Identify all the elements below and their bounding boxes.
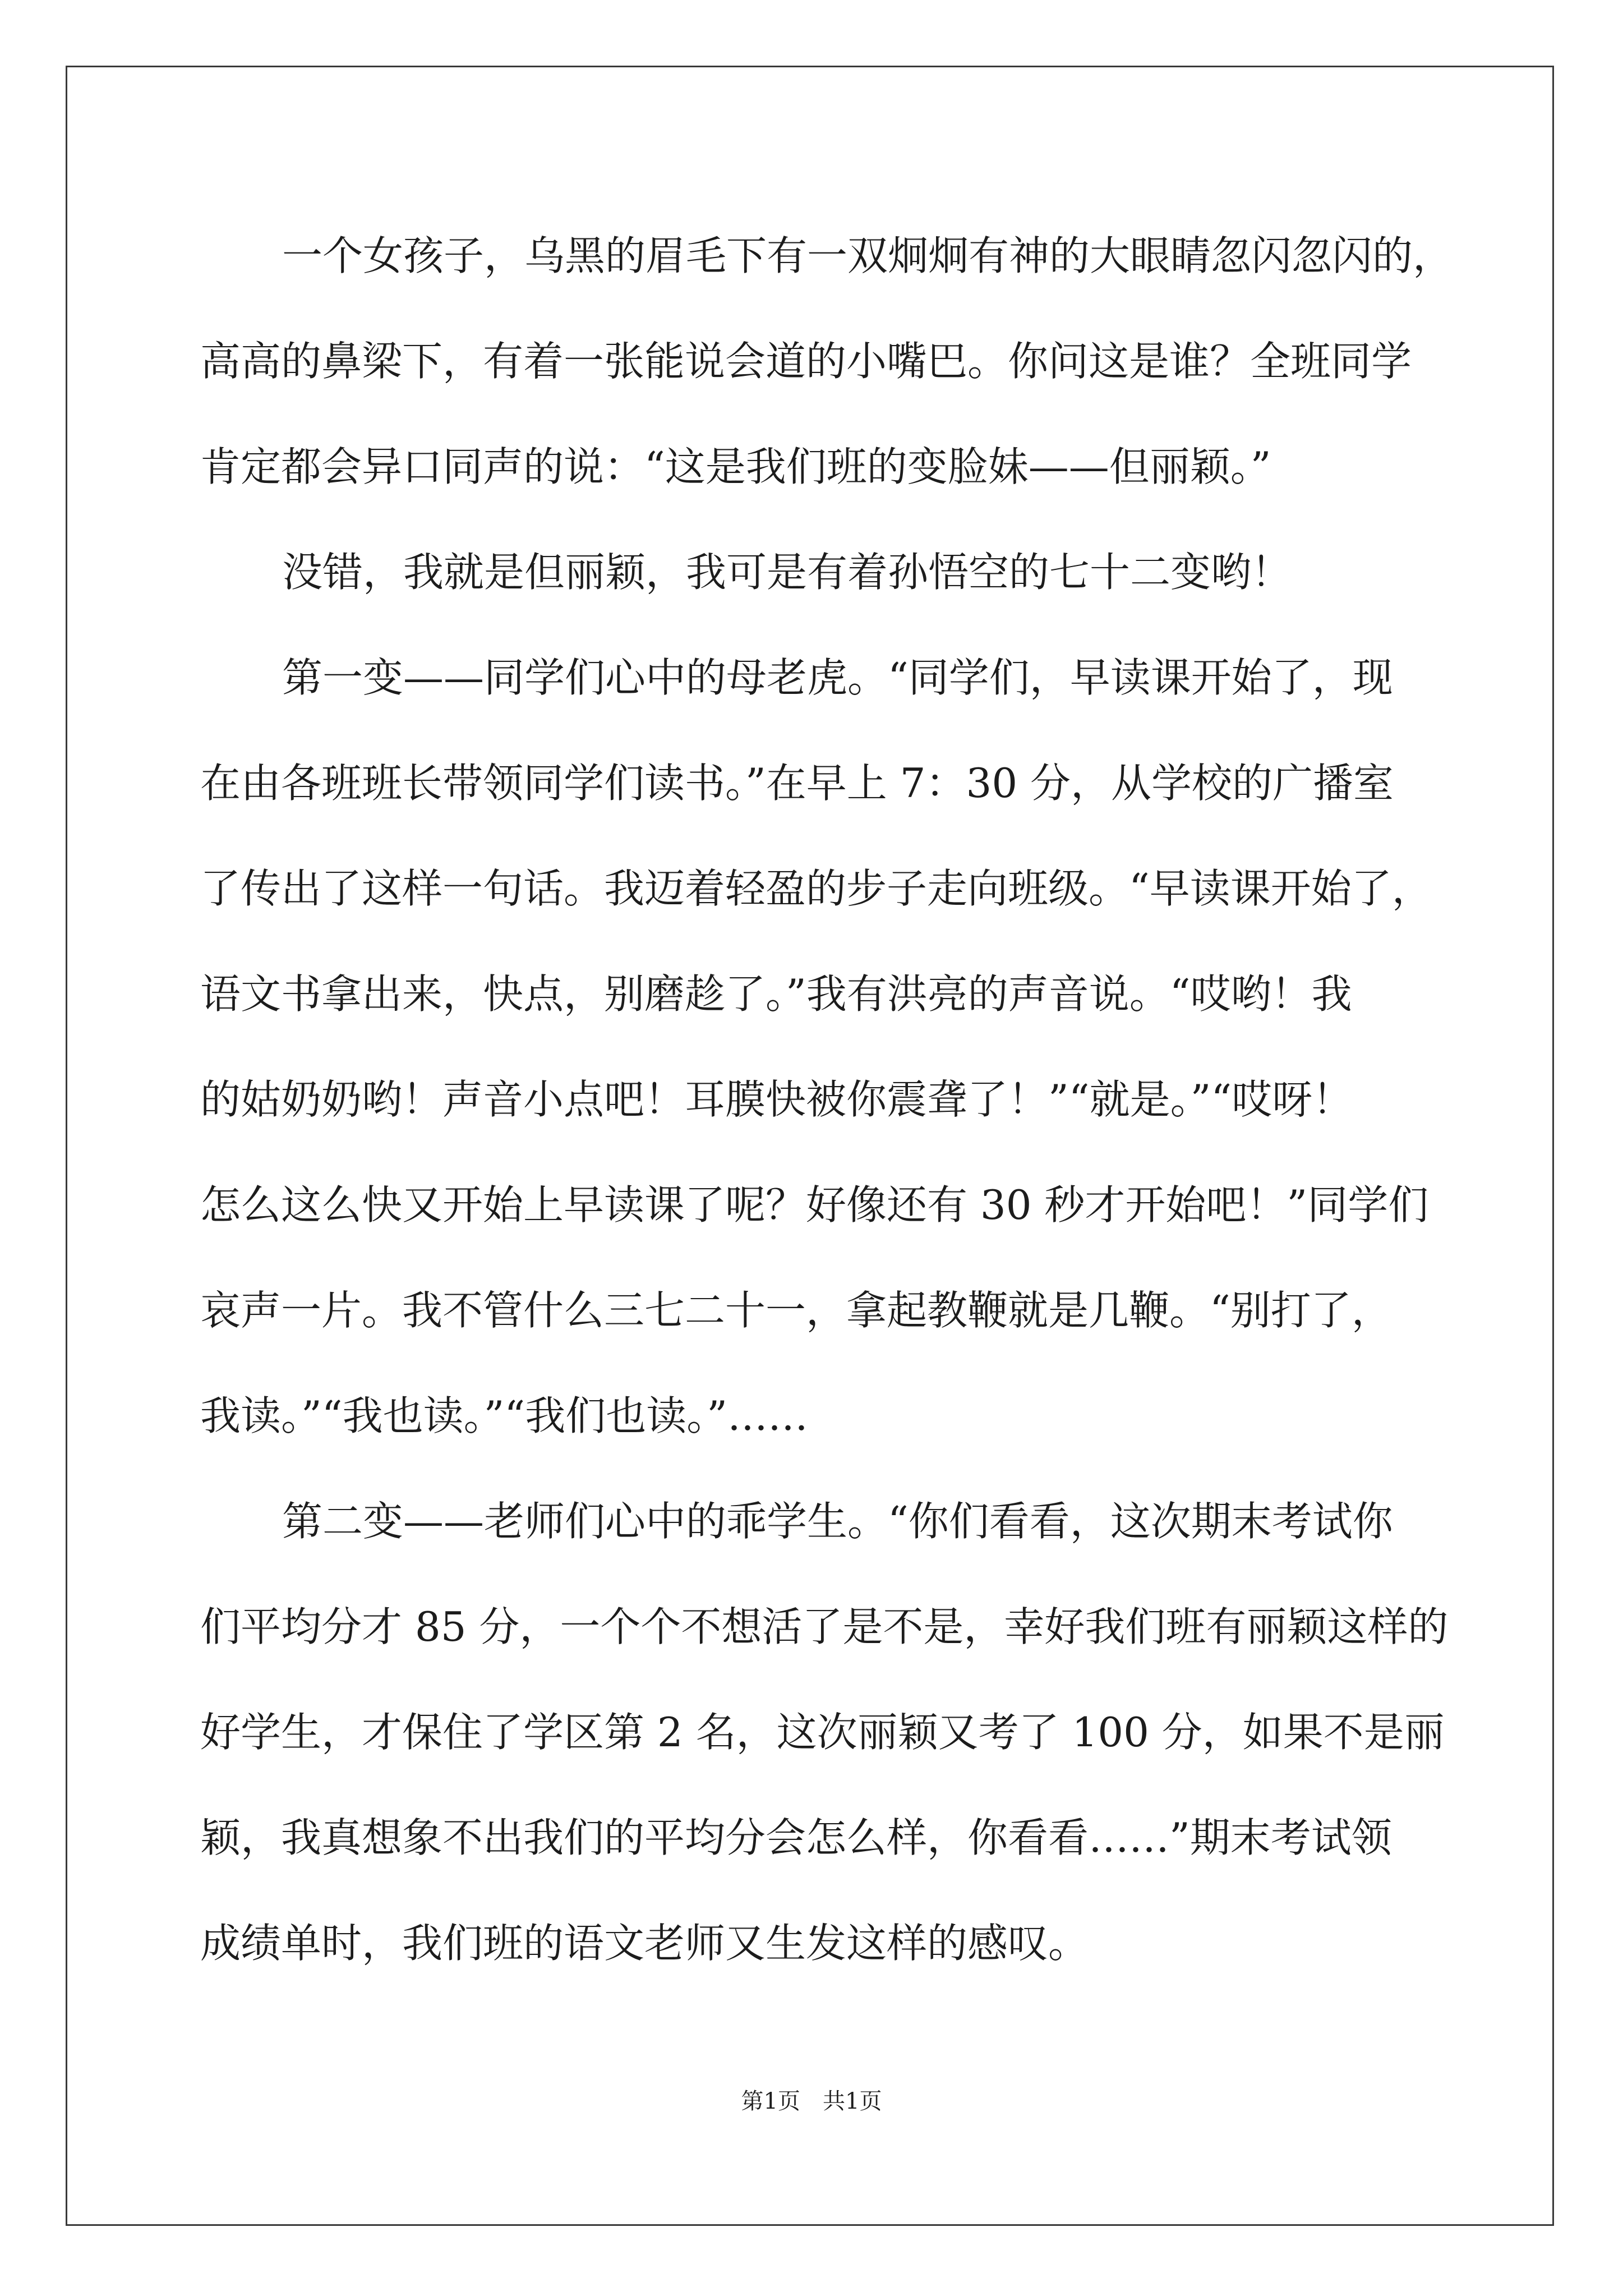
- text-line: 高高的鼻梁下，有着一张能说会道的小嘴巴。你问这是谁？全班同学: [200, 338, 1412, 385]
- text-line: 了传出了这样一句话。我迈着轻盈的步子走向班级。“早读课开始了，: [200, 865, 1432, 912]
- paragraph-4: [200, 1469, 1524, 1996]
- text-line: 一个女孩子，乌黑的眉毛下有一双炯炯有神的大眼睛忽闪忽闪的，: [282, 232, 1454, 279]
- text-line: 没错，我就是但丽颖，我可是有着孙悟空的七十二变哟！: [282, 549, 1292, 596]
- text-line: 们平均分才 85 分，一个个不想活了是不是，幸好我们班有丽颖这样的: [200, 1603, 1449, 1650]
- paragraph-1: [200, 203, 1524, 519]
- paragraph-3: [200, 625, 1524, 1469]
- text-line: 好学生，才保住了学区第 2 名，这次丽颖又考了 100 分，如果不是丽: [200, 1709, 1445, 1756]
- document-body: [200, 203, 1524, 1996]
- text-line: 在由各班班长带领同学们读书。”在早上 7：30 分，从学校的广播室: [200, 760, 1394, 807]
- text-line: 的姑奶奶哟！声音小点吧！耳膜快被你震聋了！”“就是。”“哎呀！: [200, 1076, 1353, 1123]
- text-line: 肯定都会异口同声的说：“这是我们班的变脸妹——但丽颖。”: [200, 443, 1271, 490]
- text-line: 我读。”“我也读。”“我们也读。”……: [200, 1392, 809, 1439]
- page-footer: 第1页 共1页: [741, 2088, 882, 2114]
- text-line: 怎么这么快又开始上早读课了呢？好像还有 30 秒才开始吧！”同学们: [200, 1181, 1429, 1228]
- text-line: 成绩单时，我们班的语文老师又生发这样的感叹。: [200, 1920, 1089, 1967]
- text-line: 第一变——同学们心中的母老虎。“同学们，早读课开始了，现: [282, 654, 1393, 701]
- text-line: 颖，我真想象不出我们的平均分会怎么样，你看看……”期末考试领: [200, 1814, 1392, 1861]
- text-line: 语文书拿出来，快点，别磨趁了。”我有洪亮的声音说。“哎哟！我: [200, 970, 1352, 1018]
- paragraph-2: [200, 519, 1524, 625]
- text-line: 第二变——老师们心中的乖学生。“你们看看，这次期末考试你: [282, 1498, 1393, 1545]
- text-line: 哀声一片。我不管什么三七二十一，拿起教鞭就是几鞭。“别打了，: [200, 1287, 1392, 1334]
